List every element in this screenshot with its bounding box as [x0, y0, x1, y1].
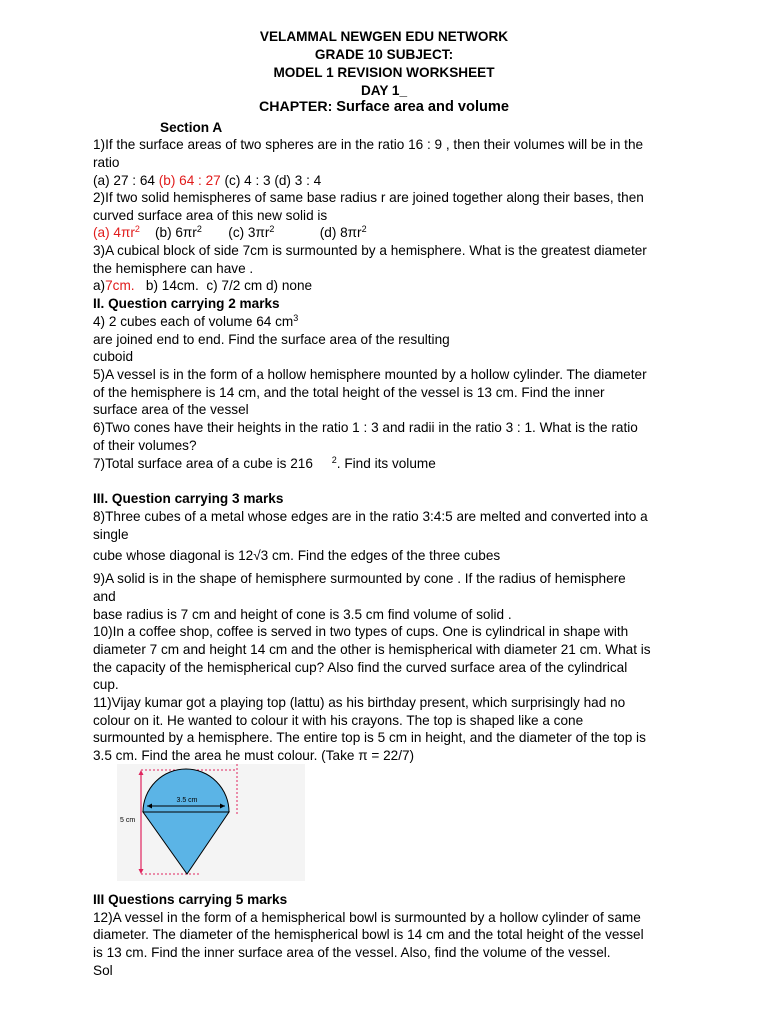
q5-line1: 5)A vessel is in the form of a hollow hemisphere mounted by a hollow cylinder. The diameter — [93, 367, 647, 382]
q11-line3: surmounted by a hemisphere. The entire top is 5 cm in height, and the diameter of the top is — [93, 730, 646, 745]
q1-line2: ratio — [93, 155, 120, 170]
spinning-top-figure — [117, 764, 305, 881]
q3-line2: the hemisphere can have . — [93, 261, 254, 276]
q3-line1: 3)A cubical block of side 7cm is surmounted by a hemisphere. What is the greatest diameter — [93, 243, 647, 258]
q8-line1: 8)Three cubes of a metal whose edges are in the ratio 3:4:5 are melted and converted into a — [93, 509, 648, 524]
q2-option-d: (d) $8\pi r^2$ — [274, 224, 367, 240]
day-label: DAY 1_ — [360, 83, 408, 98]
q11-line4: 3.5 cm. Find the area he must colour. (Take π = 22/7) — [93, 748, 415, 763]
q4-line3: cuboid — [93, 349, 134, 364]
q2-line1: 2)If two solid hemispheres of same base radius r are joined together along their bases, then — [93, 190, 644, 205]
chapter-label: CHAPTER — [258, 99, 328, 115]
q12-line2: diameter. The diameter of the hemispherical bowl is 14 cm and the total height of the vessel — [93, 927, 644, 942]
q12-line3: is 13 cm. Find the inner surface area of the vessel. Also, find the volume of the vessel. — [93, 945, 611, 960]
q10-line2: diameter 7 cm and height 14 cm and the other is hemispherical with diameter 21 cm. What is — [93, 642, 651, 657]
q6-line2: of their volumes? — [93, 438, 197, 453]
chapter-heading — [0, 99, 768, 117]
diameter-label: 3.5 cm — [176, 797, 198, 804]
q3-option-rest: b) 14cm. c) 7/2 cm d) none — [134, 278, 313, 293]
q2-options — [93, 224, 367, 242]
q10-line3: the capacity of the hemispherical cup? Also find the curved surface area of the cylindrical — [93, 660, 628, 675]
q10-line4: cup. — [93, 677, 119, 692]
worksheet-title: MODEL 1 REVISION WORKSHEET — [273, 65, 495, 80]
q2-option-a-answer: (a) $4\pi r^2$ — [93, 224, 140, 240]
q8-line2: single — [93, 527, 129, 542]
q10-line1: 10)In a coffee shop, coffee is served in two types of cups. One is cylindrical in shape with — [93, 624, 629, 639]
q1-option-rest: (c) 4 : 3 (d) 3 : 4 — [220, 173, 322, 188]
q8-line3: cube whose diagonal is 12√3 cm. Find the edges of the three cubes — [93, 548, 501, 563]
q1-line1: 1)If the surface areas of two spheres are in the ratio 16 : 9 , then their volumes will be in the — [93, 137, 644, 152]
q6-line1: 6)Two cones have their heights in the ratio 1 : 3 and radii in the ratio 3 : 1. What is the ratio — [93, 420, 638, 435]
q12-line1: 12)A vessel in the form of a hemispherical bowl is surmounted by a hollow cylinder of same — [93, 910, 641, 925]
q3-options — [93, 277, 312, 295]
chapter-title: Surface area and volume — [336, 99, 510, 115]
q3-option-a-label: a) — [93, 278, 106, 293]
org-name: VELAMMAL NEWGEN EDU NETWORK — [259, 29, 509, 44]
q5-line3: surface area of the vessel — [93, 402, 249, 417]
q7-line1: 7)Total surface area of a cube is 216 $^2$. Find its volume — [93, 455, 436, 471]
chapter-colon: : — [327, 99, 337, 115]
q9-line3: base radius is 7 cm and height of cone is 3.5 cm find volume of solid . — [93, 607, 512, 622]
section-iii-title: III. Question carrying 3 marks — [93, 491, 284, 506]
q2-option-c: (c) $3\pi r^2$ — [201, 224, 275, 240]
q9-line1: 9)A solid is in the shape of hemisphere surmounted by cone . If the radius of hemisphere — [93, 571, 626, 586]
q2-option-b: (b) $6\pi r^2$ — [139, 224, 202, 240]
q2-line2: curved surface area of this new solid is — [93, 208, 328, 223]
q11-line2: colour on it. He wanted to colour it with his crayons. The top is shaped like a cone — [93, 713, 584, 728]
q9-line2: and — [93, 589, 116, 604]
section-a-title: Section A — [160, 120, 223, 135]
q1-option-b-answer: (b) 64 : 27 — [158, 173, 221, 188]
grade-subject: GRADE 10 SUBJECT: — [314, 47, 454, 62]
q4-line1: 4) 2 cubes each of volume 64 $cm^3$ — [93, 313, 299, 329]
q5-line2: of the hemisphere is 14 cm, and the total height of the vessel is 13 cm. Find the inner — [93, 385, 605, 400]
q1-option-a: (a) 27 : 64 — [93, 173, 159, 188]
section-5marks-title: III Questions carrying 5 marks — [93, 892, 288, 907]
q12-line4: Sol — [93, 963, 113, 978]
height-label: 5 cm — [120, 817, 136, 824]
q1-options — [93, 172, 321, 190]
q11-line1: 11)Vijay kumar got a playing top (lattu) as his birthday present, which surprisingly had no — [93, 695, 626, 710]
q4-line2: are joined end to end. Find the surface area of the resulting — [93, 332, 450, 347]
q3-option-a-answer: 7cm. — [105, 278, 135, 293]
section-ii-title: II. Question carrying 2 marks — [93, 296, 280, 311]
